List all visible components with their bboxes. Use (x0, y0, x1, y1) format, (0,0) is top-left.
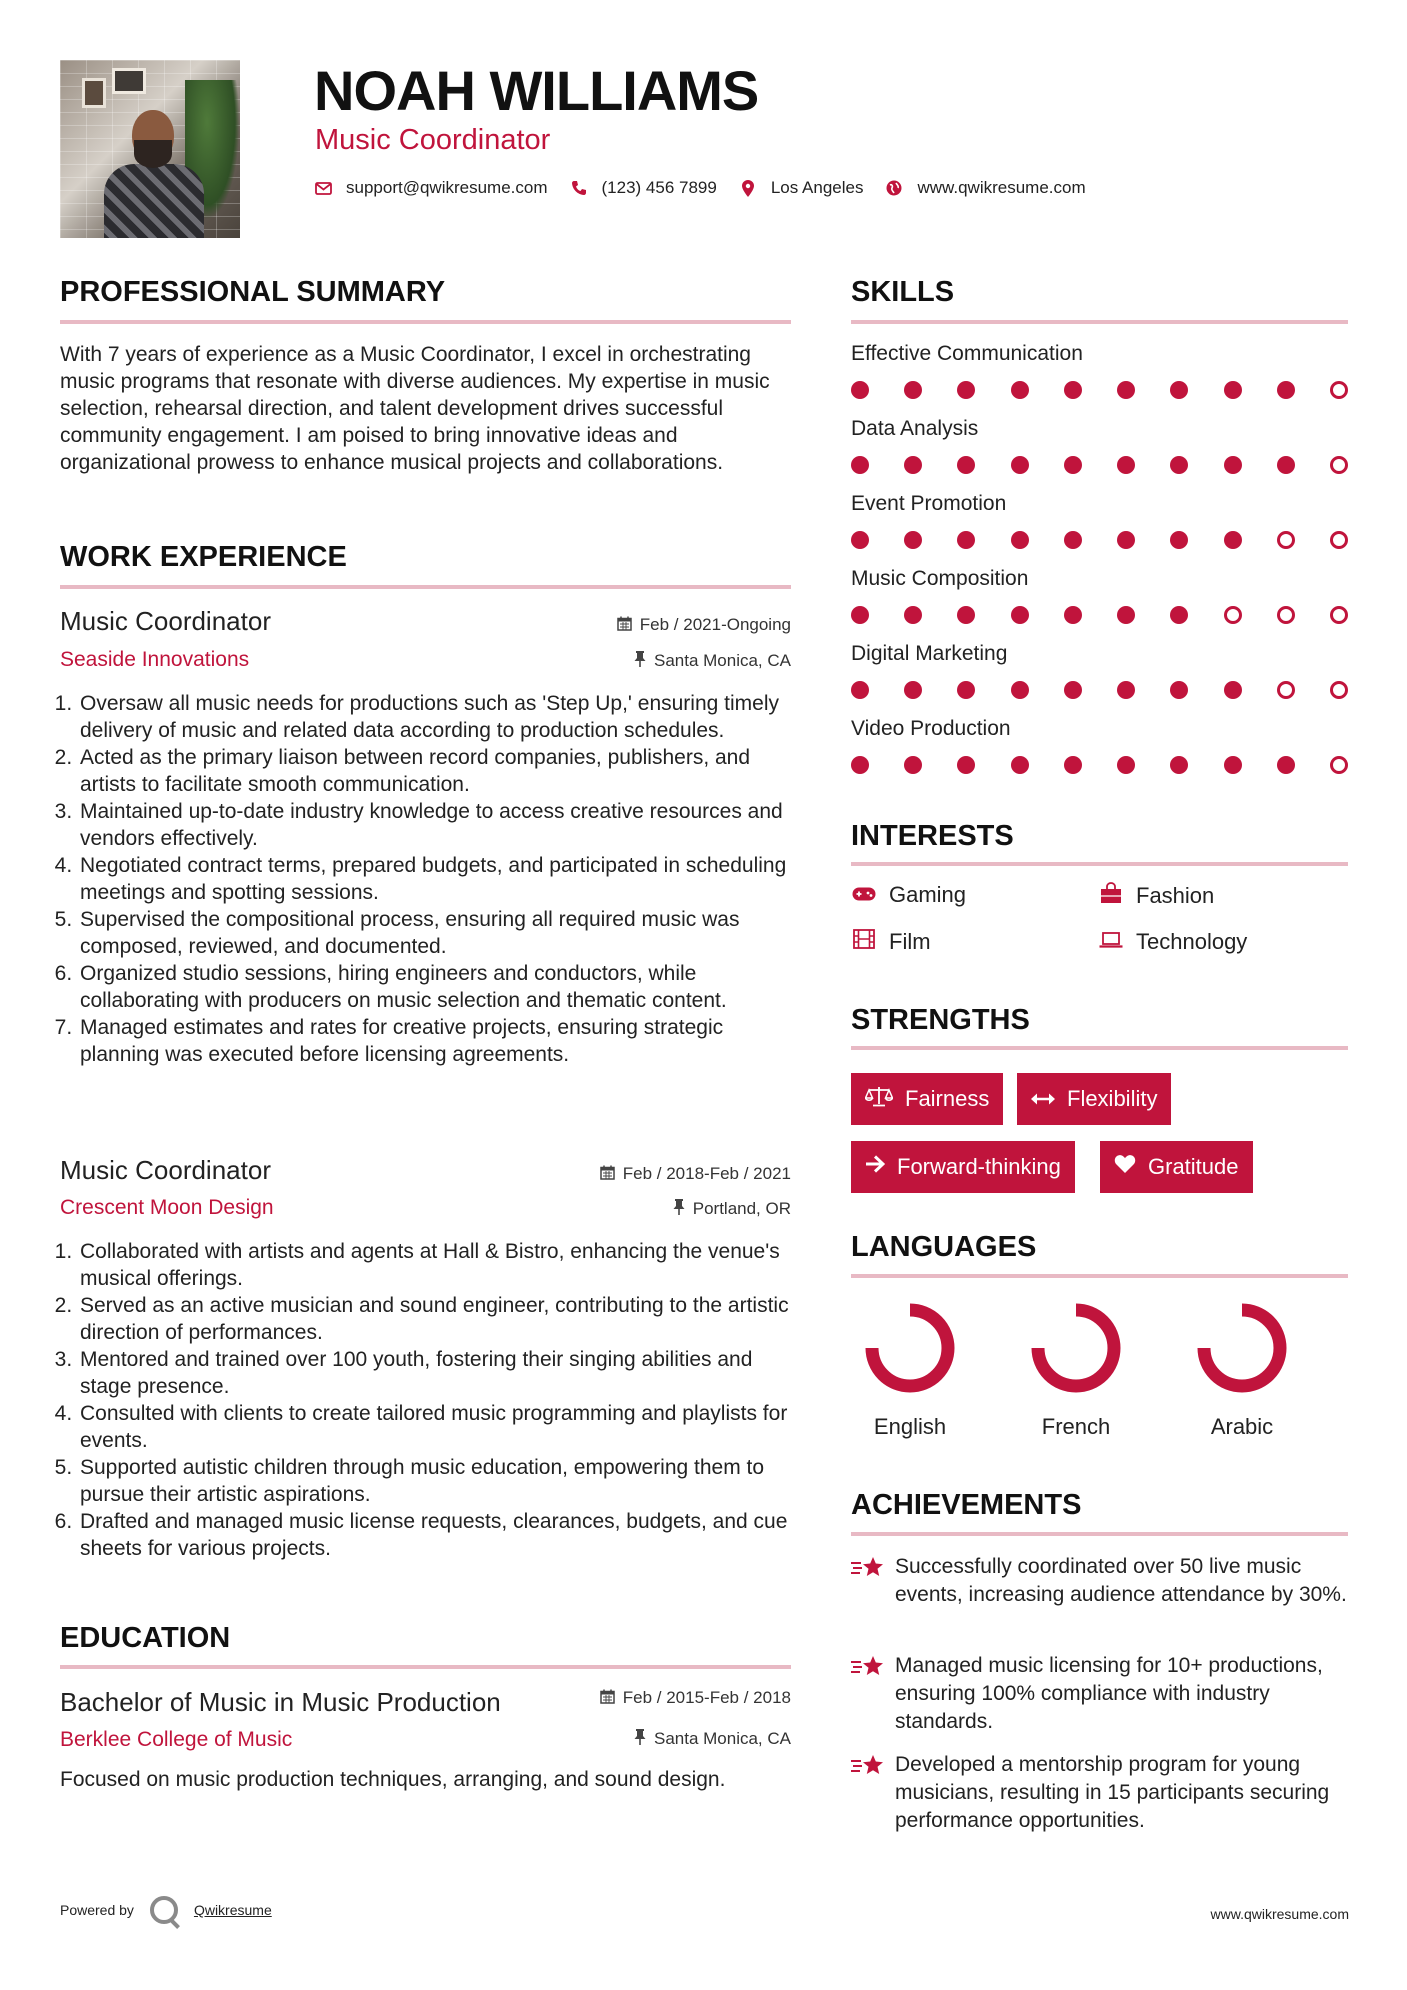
film-icon (851, 929, 877, 955)
skill-dot-filled (1170, 681, 1188, 699)
skill-rating (851, 606, 1348, 626)
language-arabic (1182, 1302, 1302, 1440)
job-1-bullets (60, 690, 791, 1068)
job-2-title: Music Coordinator (60, 1155, 271, 1185)
skill-dot-filled (904, 756, 922, 774)
list-item: 6. Organized studio sessions, hiring engineers and conductors, while collaborating with producers on music selection and thematic content. (78, 960, 791, 1014)
skill-dot-filled (904, 681, 922, 699)
skills-heading: SKILLS (851, 276, 955, 308)
job-2-date: Feb / 2018-Feb / 2021 (491, 1164, 791, 1184)
job-2-bullets (60, 1238, 791, 1562)
skill-dot-filled (957, 456, 975, 474)
skill-dot-filled (1170, 456, 1188, 474)
skill-dot-filled (1277, 756, 1295, 774)
skill-dot-filled (1011, 756, 1029, 774)
skill-dot-filled (957, 681, 975, 699)
skill-dot-filled (1170, 531, 1188, 549)
skill-dot-filled (1011, 606, 1029, 624)
shopping-bag-icon (1098, 882, 1124, 910)
list-item: 2. Acted as the primary liaison between record companies, publishers, and artists to facilitate smooth communication. (78, 744, 791, 798)
pushpin-icon (634, 651, 646, 671)
skill-dot-filled (851, 606, 869, 624)
envelope-icon (314, 182, 332, 195)
skill-dot-filled (1170, 381, 1188, 399)
skill-dot-filled (1277, 381, 1295, 399)
summary-divider (60, 320, 791, 324)
list-item: 1. Oversaw all music needs for productions such as 'Step Up,' ensuring timely delivery of music and related data according to production schedules. (78, 690, 791, 744)
interest-fashion: Fashion (1098, 882, 1214, 910)
skill-dot-filled (1064, 531, 1082, 549)
pushpin-icon (634, 1729, 646, 1749)
footer-powered-by: Powered by Qwikresume (60, 1896, 272, 1924)
language-ring (1030, 1302, 1122, 1394)
job-2-company: Crescent Moon Design (60, 1196, 274, 1219)
skill-dot-filled (1117, 531, 1135, 549)
language-level-arc (1204, 1310, 1280, 1386)
language-ring (1196, 1302, 1288, 1394)
education-degree: Bachelor of Music in Music Production (60, 1687, 501, 1717)
language-name: Arabic (1210, 1414, 1274, 1439)
job-2-location: Portland, OR (491, 1199, 791, 1219)
skill-dot-empty (1277, 681, 1295, 699)
list-item: 3. Maintained up-to-date industry knowledge to access creative resources and vendors effectively. (78, 798, 791, 852)
skill-dot-filled (1064, 606, 1082, 624)
list-item: 5. Supervised the compositional process, ensuring all required music was composed, reviewed, and documented. (78, 906, 791, 960)
calendar-icon (617, 616, 632, 635)
skill-dot-empty (1224, 606, 1242, 624)
skill-dot-filled (1224, 681, 1242, 699)
interests-divider (851, 862, 1348, 866)
education-date: Feb / 2015-Feb / 2018 (491, 1688, 791, 1708)
skill-dot-filled (1170, 756, 1188, 774)
skill-dot-filled (1117, 381, 1135, 399)
arrow-right-icon (865, 1155, 885, 1179)
education-school: Berklee College of Music (60, 1728, 293, 1751)
skill-dot-filled (1117, 756, 1135, 774)
skill-dot-empty (1277, 606, 1295, 624)
language-level-arc (1038, 1310, 1114, 1386)
education-description: Focused on music production techniques, arranging, and sound design. (60, 1768, 726, 1791)
skill-dot-filled (851, 381, 869, 399)
job-1-location: Santa Monica, CA (491, 651, 791, 671)
skill-dot-filled (1064, 456, 1082, 474)
list-item: 1. Collaborated with artists and agents at Hall & Bistro, enhancing the venue's musical offerings. (78, 1238, 791, 1292)
skill-dot-filled (957, 606, 975, 624)
skill-dot-filled (957, 756, 975, 774)
list-item: 5. Supported autistic children through music education, empowering them to pursue their artistic aspirations. (78, 1454, 791, 1508)
skill-dot-filled (1117, 456, 1135, 474)
skill-rating (851, 531, 1348, 551)
summary-heading: PROFESSIONAL SUMMARY (60, 276, 446, 308)
skill-dot-filled (904, 606, 922, 624)
skill-rating (851, 381, 1348, 401)
skill-dot-filled (1117, 681, 1135, 699)
skill-name: Digital Marketing (851, 642, 1008, 665)
skill-dot-empty (1330, 381, 1348, 399)
skill-name: Data Analysis (851, 417, 979, 440)
pushpin-icon (673, 1199, 685, 1219)
list-item: 6. Drafted and managed music license requests, clearances, budgets, and cue sheets for various projects. (78, 1508, 791, 1562)
list-item: 7. Managed estimates and rates for creative projects, ensuring strategic planning was executed before licensing agreements. (78, 1014, 791, 1068)
footer-brand-link[interactable]: Qwikresume (193, 1902, 272, 1918)
skill-dot-filled (1224, 381, 1242, 399)
job-1-title: Music Coordinator (60, 606, 271, 636)
gamepad-icon (851, 884, 877, 907)
skill-name: Event Promotion (851, 492, 1007, 515)
interest-film: Film (851, 929, 931, 955)
balance-scale-icon (865, 1085, 893, 1113)
skill-dot-filled (1011, 456, 1029, 474)
skill-dot-filled (1224, 756, 1242, 774)
list-item: 4. Negotiated contract terms, prepared budgets, and participated in scheduling meetings and spotting sessions. (78, 852, 791, 906)
interests-heading: INTERESTS (851, 820, 1014, 852)
skill-dot-empty (1330, 531, 1348, 549)
achievement-item: Managed music licensing for 10+ productions, ensuring 100% compliance with industry standards. (851, 1652, 1348, 1736)
contact-website[interactable]: www.qwikresume.com (885, 178, 1085, 198)
skill-dot-filled (1011, 681, 1029, 699)
skill-dot-filled (957, 381, 975, 399)
language-name: French (1041, 1414, 1111, 1439)
education-divider (60, 1665, 791, 1669)
skill-dot-empty (1277, 531, 1295, 549)
skill-dot-filled (1064, 381, 1082, 399)
skill-dot-empty (1330, 756, 1348, 774)
skill-dot-filled (851, 681, 869, 699)
globe-icon (885, 180, 903, 196)
job-1-date: Feb / 2021-Ongoing (491, 615, 791, 635)
skill-dot-filled (1170, 606, 1188, 624)
language-french (1016, 1302, 1136, 1440)
strength-tag-flexibility: Flexibility (1017, 1073, 1171, 1125)
skill-dot-filled (1277, 456, 1295, 474)
work-divider (60, 585, 791, 589)
skill-dot-empty (1330, 681, 1348, 699)
skill-rating (851, 756, 1348, 776)
strength-tag-fairness: Fairness (851, 1073, 1003, 1125)
skill-dot-empty (1330, 456, 1348, 474)
skill-name: Video Production (851, 717, 1011, 740)
skill-dot-filled (1064, 681, 1082, 699)
skill-dot-filled (1117, 606, 1135, 624)
summary-text: With 7 years of experience as a Music Coordinator, I excel in orchestrating music programs that resonate with diverse audiences. My expertise in music selection, rehearsal direction, and talent development drives successful community engagement. I am poised to bring innovative ideas and organizational prowess to enhance musical projects and collaborations. (60, 343, 770, 474)
skill-dot-filled (1224, 456, 1242, 474)
arrows-horizontal-icon (1031, 1088, 1055, 1111)
interest-gaming: Gaming (851, 882, 966, 908)
skills-divider (851, 320, 1348, 324)
language-english (850, 1302, 970, 1440)
calendar-icon (600, 1689, 615, 1708)
strength-tag-forward-thinking: Forward-thinking (851, 1141, 1075, 1193)
skill-dot-filled (957, 531, 975, 549)
skill-rating (851, 456, 1348, 476)
candidate-name: NOAH WILLIAMS (314, 59, 759, 122)
education-heading: EDUCATION (60, 1622, 231, 1654)
map-pin-icon (739, 180, 757, 197)
interest-technology: Technology (1098, 929, 1247, 955)
language-level-arc (872, 1310, 948, 1386)
skill-dot-filled (904, 381, 922, 399)
skill-dot-filled (904, 531, 922, 549)
skill-dot-filled (851, 756, 869, 774)
skill-dot-filled (851, 456, 869, 474)
achievements-divider (851, 1532, 1348, 1536)
contact-email[interactable]: support@qwikresume.com (314, 178, 548, 198)
heart-icon (1114, 1154, 1136, 1180)
languages-divider (851, 1274, 1348, 1278)
skill-dot-filled (1224, 531, 1242, 549)
job-1-company: Seaside Innovations (60, 648, 250, 671)
skill-rating (851, 681, 1348, 701)
strength-tag-gratitude: Gratitude (1100, 1141, 1253, 1193)
work-heading: WORK EXPERIENCE (60, 541, 347, 573)
list-item: 2. Served as an active musician and sound engineer, contributing to the artistic direction of performances. (78, 1292, 791, 1346)
skill-dot-filled (1064, 756, 1082, 774)
skill-dot-filled (851, 531, 869, 549)
shooting-star-icon (851, 1553, 895, 1609)
languages-heading: LANGUAGES (851, 1231, 1037, 1263)
list-item: 3. Mentored and trained over 100 youth, fostering their singing abilities and stage presence. (78, 1346, 791, 1400)
achievement-item: Successfully coordinated over 50 live music events, increasing audience attendance by 30%. (851, 1553, 1348, 1609)
skill-name: Effective Communication (851, 342, 1083, 365)
achievements-heading: ACHIEVEMENTS (851, 1489, 1082, 1521)
qwikresume-logo-icon (150, 1896, 178, 1924)
contact-bar (314, 178, 1108, 198)
calendar-icon (600, 1165, 615, 1184)
shooting-star-icon (851, 1652, 895, 1736)
strengths-divider (851, 1046, 1348, 1050)
language-ring (864, 1302, 956, 1394)
skill-dot-filled (1011, 381, 1029, 399)
contact-phone[interactable]: (123) 456 7899 (570, 178, 717, 198)
list-item: 4. Consulted with clients to create tailored music programming and playlists for events. (78, 1400, 791, 1454)
language-name: English (873, 1414, 947, 1439)
skill-dot-empty (1330, 606, 1348, 624)
profile-photo (60, 60, 240, 238)
skill-dot-filled (1011, 531, 1029, 549)
skill-name: Music Composition (851, 567, 1029, 590)
achievement-item: Developed a mentorship program for young musicians, resulting in 15 participants securing performance opportunities. (851, 1751, 1348, 1835)
footer-website-link[interactable]: www.qwikresume.com (1210, 1906, 1349, 1922)
laptop-icon (1098, 931, 1124, 954)
shooting-star-icon (851, 1751, 895, 1835)
candidate-title: Music Coordinator (315, 124, 551, 156)
skill-dot-filled (904, 456, 922, 474)
phone-icon (570, 180, 588, 196)
strengths-heading: STRENGTHS (851, 1004, 1030, 1036)
contact-location: Los Angeles (739, 178, 864, 198)
education-location: Santa Monica, CA (491, 1729, 791, 1749)
